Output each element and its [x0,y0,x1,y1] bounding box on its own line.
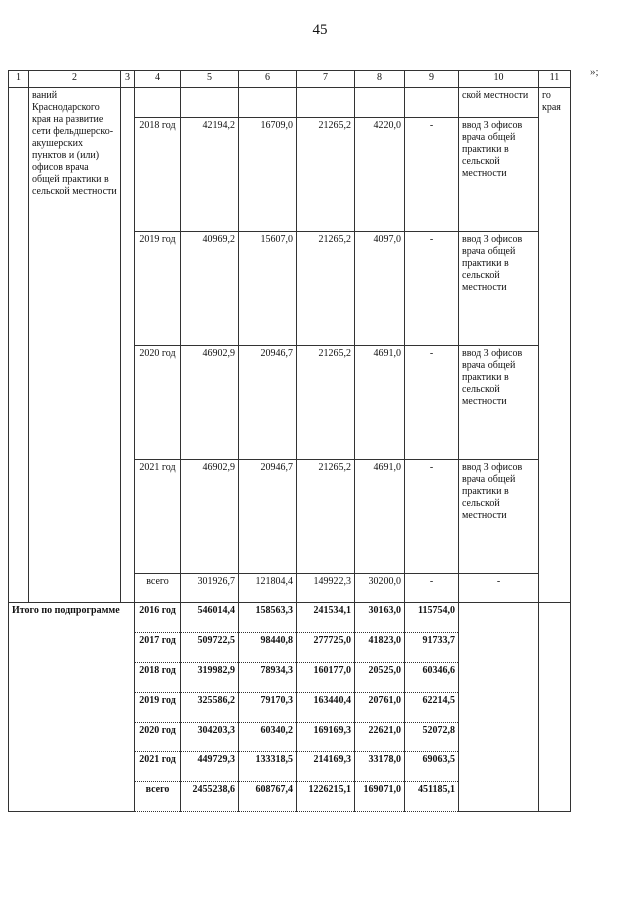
program-table-container [8,70,570,812]
value-cell: 160177,0 [297,662,355,692]
column-number: 3 [121,71,135,88]
side-mark: »; [590,66,599,78]
value-cell: - [405,345,459,459]
value-cell: 319982,9 [181,662,239,692]
value-cell: - [405,231,459,345]
value-cell: 1226215,1 [297,782,355,812]
column-number: 11 [539,71,571,88]
column-number: 2 [29,71,121,88]
value-cell: 60340,2 [239,722,297,752]
value-cell: 46902,9 [181,345,239,459]
value-cell: 42194,2 [181,117,239,231]
value-cell: 214169,3 [297,752,355,782]
value-cell: 98440,8 [239,633,297,663]
value-cell: 79170,3 [239,692,297,722]
year-cell: 2021 год [135,459,181,573]
value-cell: 30200,0 [355,573,405,603]
value-cell: 304203,3 [181,722,239,752]
value-cell: 78934,3 [239,662,297,692]
page-number: 45 [312,22,328,38]
value-cell: 277725,0 [297,633,355,663]
value-cell: 20761,0 [355,692,405,722]
value-cell: 21265,2 [297,231,355,345]
value-cell: 133318,5 [239,752,297,782]
value-cell: 20525,0 [355,662,405,692]
column-number-row [9,71,571,88]
year-cell: 2018 год [135,117,181,231]
year-cell: 2020 год [135,722,181,752]
value-cell: 608767,4 [239,782,297,812]
column-number: 10 [459,71,539,88]
result-cell: ской местности [459,88,539,118]
table-row [9,603,571,633]
value-cell: - [405,117,459,231]
value-cell: 40969,2 [181,231,239,345]
year-cell: 2019 год [135,692,181,722]
value-cell: 115754,0 [405,603,459,633]
year-cell: всего [135,573,181,603]
value-cell: 22621,0 [355,722,405,752]
year-cell: 2018 год [135,662,181,692]
column-number: 1 [9,71,29,88]
column-number: 8 [355,71,405,88]
column-number: 4 [135,71,181,88]
value-cell: 4691,0 [355,345,405,459]
program-table [8,70,571,812]
year-cell: 2017 год [135,633,181,663]
value-cell: 69063,5 [405,752,459,782]
value-cell: 4097,0 [355,231,405,345]
value-cell: 2455238,6 [181,782,239,812]
value-cell: 15607,0 [239,231,297,345]
row-index-cell [9,88,29,603]
value-cell: 4691,0 [355,459,405,573]
value-cell: 62214,5 [405,692,459,722]
value-cell: 21265,2 [297,345,355,459]
value-cell: 546014,4 [181,603,239,633]
status-cell [121,88,135,603]
year-cell: 2019 год [135,231,181,345]
value-cell: 20946,7 [239,345,297,459]
value-cell: 325586,2 [181,692,239,722]
value-cell: 509722,5 [181,633,239,663]
value-cell: 121804,4 [239,573,297,603]
value-cell: 33178,0 [355,752,405,782]
value-cell: 4220,0 [355,117,405,231]
value-cell: 30163,0 [355,603,405,633]
column-number: 7 [297,71,355,88]
column-number: 5 [181,71,239,88]
value-cell: 241534,1 [297,603,355,633]
value-cell: 60346,6 [405,662,459,692]
value-cell: 41823,0 [355,633,405,663]
value-cell: 21265,2 [297,117,355,231]
year-cell: 2020 год [135,345,181,459]
value-cell: 451185,1 [405,782,459,812]
value-cell: 149922,3 [297,573,355,603]
value-cell: - [405,573,459,603]
measure-name: ваний Краснодарского края на развитие сети фельдшерско-акушерских пунктов и (или) офисов врача общей практики в сельской местности [29,88,121,603]
value-cell: - [405,459,459,573]
subprogram-total-label: Итого по подпрограмме [9,603,135,812]
value-cell: 169169,3 [297,722,355,752]
value-cell: 20946,7 [239,459,297,573]
result-cell: ввод 3 офисов врача общей практики в сельской местности [459,459,539,573]
result-cell: ввод 3 офисов врача общей практики в сельской местности [459,231,539,345]
column-number: 6 [239,71,297,88]
value-cell: 163440,4 [297,692,355,722]
value-cell: 449729,3 [181,752,239,782]
value-cell: 158563,3 [239,603,297,633]
value-cell: 301926,7 [181,573,239,603]
year-cell: 2021 год [135,752,181,782]
column-number: 9 [405,71,459,88]
result-cell: - [459,573,539,603]
coordinator-cell: го края [539,88,571,603]
value-cell: 52072,8 [405,722,459,752]
value-cell: 21265,2 [297,459,355,573]
year-cell: всего [135,782,181,812]
value-cell: 91733,7 [405,633,459,663]
table-row [9,88,571,118]
result-cell: ввод 3 офисов врача общей практики в сельской местности [459,117,539,231]
result-cell: ввод 3 офисов врача общей практики в сельской местности [459,345,539,459]
value-cell: 169071,0 [355,782,405,812]
value-cell: 16709,0 [239,117,297,231]
year-cell: 2016 год [135,603,181,633]
value-cell: 46902,9 [181,459,239,573]
